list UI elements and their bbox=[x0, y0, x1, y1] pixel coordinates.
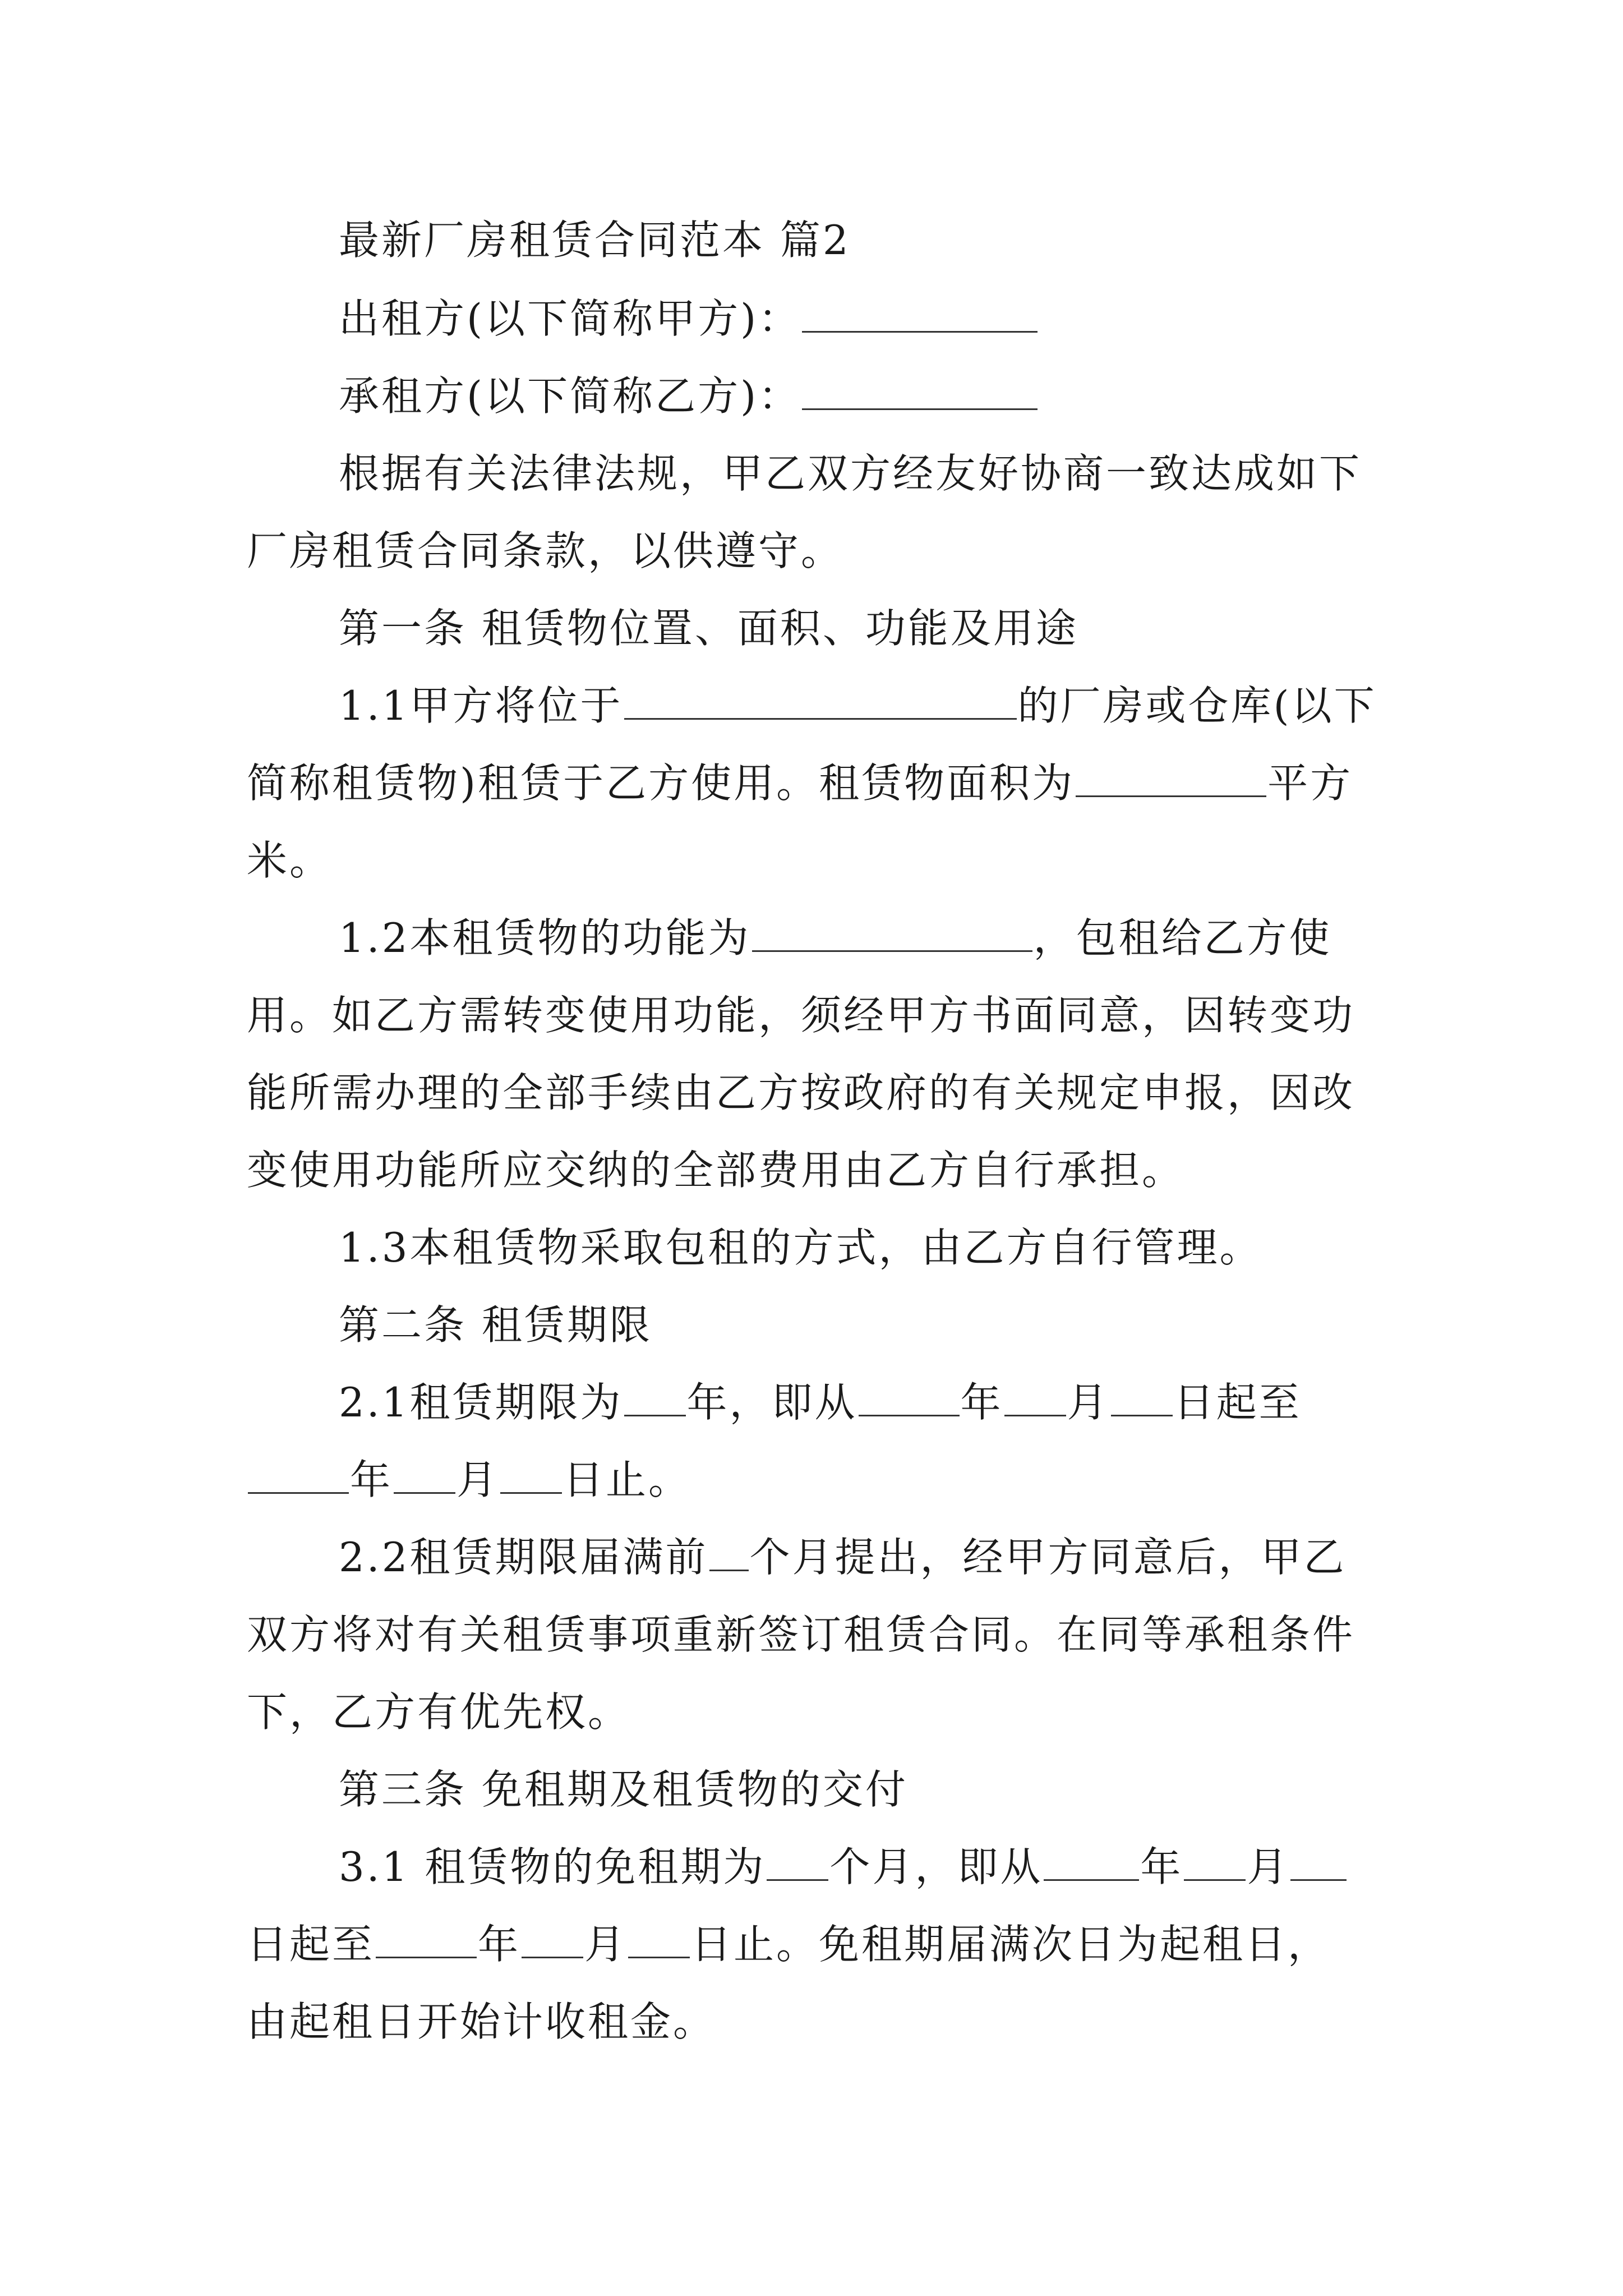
clause-1-3: 1.3本租赁物采取包租的方式，由乙方自行管理。 bbox=[339, 1224, 1262, 1271]
term-years-blank[interactable] bbox=[624, 1383, 686, 1416]
lessee-name-blank[interactable] bbox=[802, 377, 1038, 410]
clause-2-2-line-2: 双方将对有关租赁事项重新签订租赁合同。在同等承租条件 bbox=[247, 1611, 1355, 1658]
clause-3-1-line-1: 3.1 租赁物的免租期为 个月，即从 年 月 bbox=[339, 1847, 1348, 1887]
article-2-heading: 第二条 租赁期限 bbox=[339, 1301, 652, 1349]
clause-1-1-line-1: 1.1甲方将位于 的厂房或仓库(以下 bbox=[339, 682, 1377, 729]
free-end-month-blank[interactable] bbox=[522, 1925, 583, 1958]
clause-1-2-line-4: 变使用功能所应交纳的全部费用由乙方自行承担。 bbox=[247, 1147, 1185, 1194]
notice-months-blank[interactable] bbox=[709, 1538, 749, 1571]
free-end-day-blank[interactable] bbox=[628, 1925, 690, 1958]
function-blank[interactable] bbox=[752, 919, 1032, 952]
article-3-heading: 第三条 免租期及租赁物的交付 bbox=[339, 1766, 908, 1813]
start-month-blank[interactable] bbox=[1004, 1383, 1066, 1416]
clause-1-2-line-3: 能所需办理的全部手续由乙方按政府的有关规定申报，因改 bbox=[247, 1069, 1355, 1116]
preamble-line-2: 厂房租赁合同条款，以供遵守。 bbox=[247, 527, 844, 574]
lessee-line: 承租方(以下简称乙方)： bbox=[339, 376, 1039, 416]
preamble-line-1: 根据有关法律法规，甲乙双方经友好协商一致达成如下 bbox=[339, 450, 1362, 497]
document-title: 最新厂房租赁合同范本 篇2 bbox=[339, 217, 851, 264]
free-end-year-blank[interactable] bbox=[376, 1925, 477, 1958]
free-start-month-blank[interactable] bbox=[1184, 1848, 1246, 1881]
start-day-blank[interactable] bbox=[1111, 1383, 1173, 1416]
end-year-blank[interactable] bbox=[248, 1461, 349, 1494]
clause-3-1-line-3: 由起租日开始计收租金。 bbox=[247, 1998, 716, 2045]
clause-2-1-line-1: 2.1租赁期限为 年，即从 年 月 日起至 bbox=[339, 1379, 1302, 1426]
clause-3-1-line-2: 日起至 年 月 日止。免租期届满次日为起租日， bbox=[247, 1921, 1331, 1968]
free-start-year-blank[interactable] bbox=[1044, 1848, 1139, 1881]
clause-1-2-line-2: 用。如乙方需转变使用功能，须经甲方书面同意，因转变功 bbox=[247, 992, 1355, 1039]
clause-2-2-line-3: 下，乙方有优先权。 bbox=[247, 1688, 631, 1736]
clause-1-1-line-2: 简称租赁物)租赁于乙方使用。租赁物面积为 平方 bbox=[247, 760, 1353, 807]
location-blank[interactable] bbox=[624, 687, 1017, 720]
lessor-name-blank[interactable] bbox=[802, 300, 1038, 333]
end-day-blank[interactable] bbox=[500, 1461, 562, 1494]
end-month-blank[interactable] bbox=[394, 1461, 455, 1494]
area-blank[interactable] bbox=[1076, 764, 1266, 797]
clause-1-2-line-1: 1.2本租赁物的功能为 ，包租给乙方使 bbox=[339, 914, 1332, 961]
free-start-day-blank[interactable] bbox=[1290, 1848, 1347, 1881]
lessor-line: 出租方(以下简称甲方)： bbox=[339, 298, 1039, 339]
start-year-blank[interactable] bbox=[859, 1383, 960, 1416]
clause-2-2-line-1: 2.2租赁期限届满前 个月提出，经甲方同意后，甲乙 bbox=[339, 1534, 1347, 1581]
article-1-heading: 第一条 租赁物位置、面积、功能及用途 bbox=[339, 605, 1078, 652]
clause-2-1-line-2: 年 月 日止。 bbox=[247, 1460, 691, 1500]
clause-1-1-line-3: 米。 bbox=[247, 837, 333, 884]
free-period-blank[interactable] bbox=[767, 1848, 828, 1881]
